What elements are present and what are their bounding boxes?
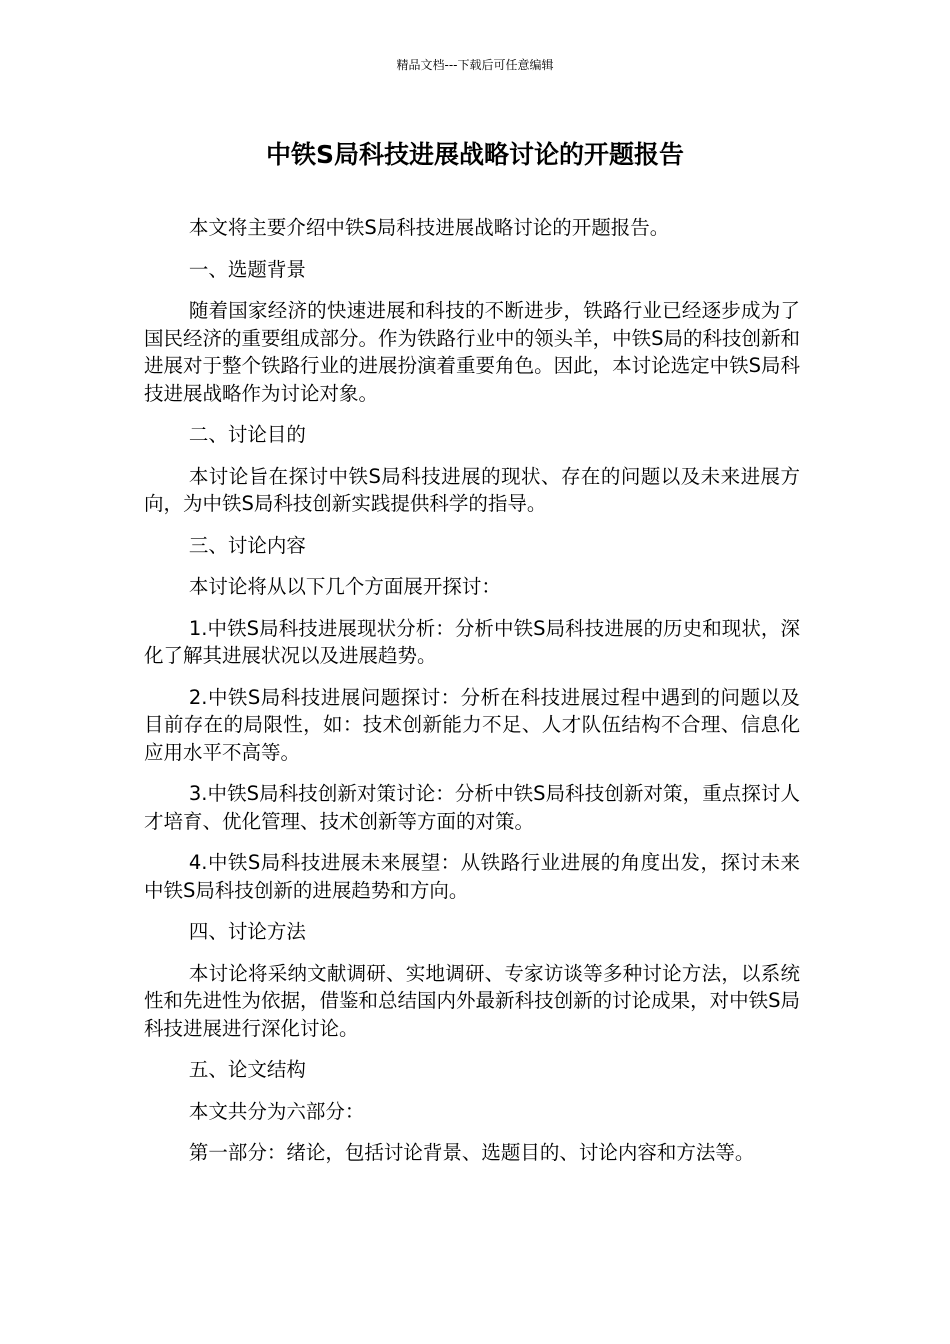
method-paragraph: 本讨论将采纳文献调研、实地调研、专家访谈等多种讨论方法，以系统性和先进性为依据，借鉴和总结国内外最新科技创新的讨论成果，对中铁S局科技进展进行深化讨论。: [144, 961, 800, 1040]
content-item-4: 4.中铁S局科技进展未来展望：从铁路行业进展的角度出发，探讨未来中铁S局科技创新的进展趋势和方向。: [144, 851, 800, 902]
content-item-3: 3.中铁S局科技创新对策讨论：分析中铁S局科技创新对策，重点探讨人才培育、优化管理、技术创新等方面的对策。: [144, 782, 800, 833]
section-heading-structure: 五、论文结构: [188, 1058, 306, 1081]
section-heading-method: 四、讨论方法: [188, 920, 306, 943]
section-heading-purpose: 二、讨论目的: [188, 423, 306, 446]
content-item-1: 1.中铁S局科技进展现状分析：分析中铁S局科技进展的历史和现状，深化了解其进展状况以及进展趋势。: [144, 616, 800, 667]
document-title: 中铁S局科技进展战略讨论的开题报告: [265, 140, 684, 169]
background-paragraph: 随着国家经济的快速进展和科技的不断进步，铁路行业已经逐步成为了国民经济的重要组成部分。作为铁路行业中的领头羊，中铁S局的科技创新和进展对于整个铁路行业的进展扮演着重要角色。因此，本讨论选定中铁S局科技进展战略作为讨论对象。: [144, 299, 800, 405]
intro-paragraph: 本文将主要介绍中铁S局科技进展战略讨论的开题报告。: [188, 216, 670, 239]
purpose-paragraph: 本讨论旨在探讨中铁S局科技进展的现状、存在的问题以及未来进展方向，为中铁S局科技创新实践提供科学的指导。: [144, 464, 800, 515]
structure-intro-paragraph: 本文共分为六部分：: [188, 1099, 365, 1123]
document-body: [144, 214, 800, 1181]
page-header-note: 精品文档---下载后可任意编辑: [396, 58, 554, 72]
content-intro-paragraph: 本讨论将从以下几个方面展开探讨：: [188, 575, 501, 598]
section-heading-content: 三、讨论内容: [188, 533, 306, 557]
content-item-2: 2.中铁S局科技进展问题探讨：分析在科技进展过程中遇到的问题以及目前存在的局限性，如：技术创新能力不足、人才队伍结构不合理、信息化应用水平不高等。: [144, 685, 800, 764]
structure-part-1: 第一部分：绪论，包括讨论背景、选题目的、讨论内容和方法等。: [188, 1141, 755, 1164]
section-heading-background: 一、选题背景: [188, 257, 306, 281]
